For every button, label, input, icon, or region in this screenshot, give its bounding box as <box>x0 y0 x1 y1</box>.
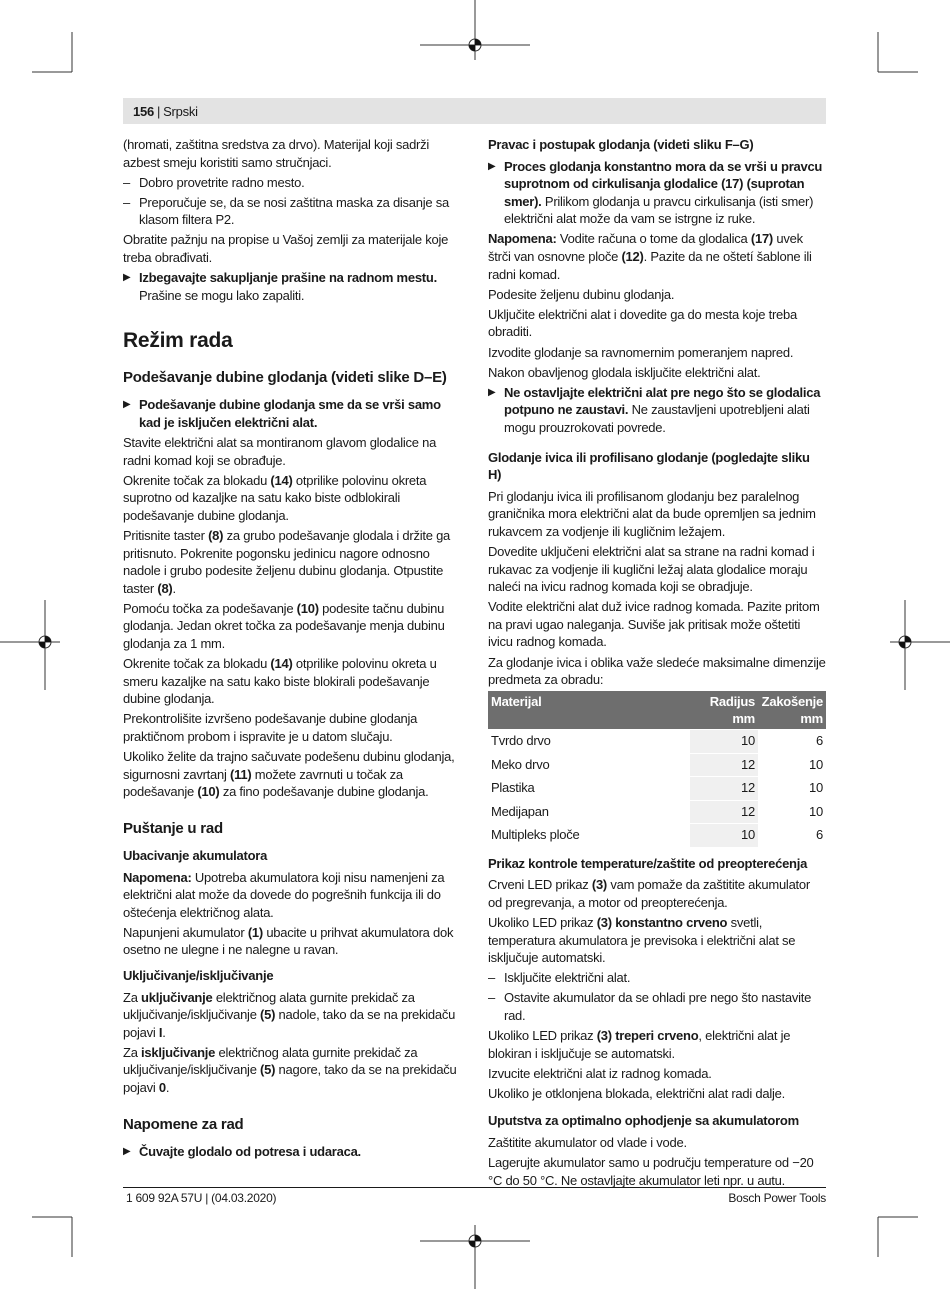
depth-paragraph-6: Prekontrolišite izvršeno podešavanje dubine glodanja praktičnom probom i ispravite je u datom slučaju. <box>123 711 418 745</box>
table-row <box>488 777 826 801</box>
edge-paragraph-1: Pri glodanju ivica ili profilisanom glodanju bez paralelnog graničnika mora električni alat da bude opremljen sa jednim rukavcem za vodjenje ili kugličnim ležajem. <box>488 488 816 539</box>
table-cell-bevel: 10 <box>758 777 826 801</box>
warning-direction-text: Prilikom glodanja u pravcu cirkulisanja (isti smer) električni alat može da vam se istrgne iz ruke. <box>504 193 814 227</box>
page-header <box>133 103 198 121</box>
table-cell-radius: 12 <box>690 753 758 777</box>
intro-paragraph-2: Obratite pažnju na propise u Vašoj zemlji za materijale koje treba obrađivati. <box>123 232 449 266</box>
table-header-row <box>488 691 826 730</box>
table-row <box>488 730 826 754</box>
table-cell-material: Tvrdo drvo <box>488 730 690 754</box>
warning-stop <box>488 384 826 437</box>
table-cell-material: Plastika <box>488 777 690 801</box>
temp-paragraph-1: Crveni LED prikaz (3) vam pomaže da zaštitite akumulator od pregrevanja, a motor od preopterećenja. <box>488 877 810 910</box>
intro-paragraph-1: (hromati, zaštitna sredstva za drvo). Materijal koji sadrži azbest smeju koristiti samo stručnjaci. <box>123 137 430 170</box>
table-header-bevel: Zakošenje mm <box>758 691 826 730</box>
warning-dust-text: Prašine se mogu lako zapaliti. <box>139 287 305 303</box>
switch-on-paragraph: Za uključivanje električnog alata gurnite prekidač za uključivanje/isključivanje (5) nadole, tako da se na prekidaču pojavi I. <box>123 989 456 1040</box>
direction-paragraph-4: Nakon obavljenog glodala isključite električni alat. <box>488 364 761 380</box>
page-number: 156 <box>133 104 154 119</box>
warning-depth-bold: Podešavanje dubine glodanja sme da se vrši samo kad je isključen električni alat. <box>139 397 441 430</box>
warning-protect-bit-bold: Čuvajte glodalo od potresa i udaraca. <box>139 1143 361 1159</box>
switch-off-paragraph: Za isključivanje električnog alata gurnite prekidač za uključivanje/isključivanje (5) nagore, tako da se na prekidaču pojavi 0. <box>123 1044 457 1096</box>
note-router-bit: Napomena: Vodite računa o tome da glodalica (17) uvek štrči van osnovne ploče (12). Pazite da ne oštetí šablone ili radni komad. <box>488 231 812 282</box>
temp-paragraph-4: Izvucite električni alat iz radnog komada. <box>488 1065 712 1081</box>
direction-paragraph-3: Izvodite glodanje sa ravnomernim pomeranjem napred. <box>488 344 794 360</box>
temp-paragraph-5: Ukoliko je otklonjena blokada, električni alat radi dalje. <box>488 1085 785 1101</box>
section-title-operation: Režim rada <box>123 329 233 353</box>
warning-depth <box>123 396 463 431</box>
table-cell-radius: 12 <box>690 800 758 824</box>
heading-edge-routing: Glodanje ivica ili profilisano glodanje (pogledajte sliku H) <box>488 449 810 483</box>
battery-paragraph: Napunjeni akumulator (1) ubacite u prihvat akumulatora dok osetno ne ulegne i ne nalegne u ravan. <box>123 924 454 958</box>
left-column <box>123 136 463 1163</box>
table-cell-material: Medijapan <box>488 800 690 824</box>
table-cell-bevel: 6 <box>758 730 826 754</box>
edge-paragraph-2: Dovedite uključeni električni alat sa strane na radni komad i rukavac za vodjenje ili kuglični ležaj alata glodalice moraju naleći na ivicu radnog komada koji se obradjuje. <box>488 543 815 595</box>
heading-direction: Pravac i postupak glodanja (videti sliku F–G) <box>488 137 754 152</box>
direction-paragraph-1: Podesite željenu dubinu glodanja. <box>488 286 675 302</box>
note-battery: Napomena: Upotreba akumulatora koji nisu namenjeni za električni alat može da dovede do pogrešnih funkcija ili do oštećenja električnog alata. <box>123 869 445 920</box>
warning-protect-bit <box>123 1143 463 1161</box>
edge-paragraph-4: Za glodanje ivica i oblika važe sledeće maksimalne dimenzije predmeta za obradu: <box>488 654 826 688</box>
warning-direction <box>488 158 826 228</box>
depth-paragraph-3: Pritisnite taster (8) za grubo podešavanje glodala i držite ga pritisnuto. Pokrenite pogonsku jedinicu nagore odnosno nadole i grubo podesite željenu dubinu glodanja. Otpustite taster (8). <box>123 528 451 596</box>
heading-temperature: Prikaz kontrole temperature/zaštite od preopterećenja <box>488 855 808 871</box>
heading-insert-battery: Ubacivanje akumulatora <box>123 847 268 863</box>
table-cell-radius: 10 <box>690 824 758 847</box>
depth-paragraph-5: Okrenite točak za blokadu (14) otprilike polovinu okreta u smeru kazaljke na satu kako biste blokirali podešavanje dubine glodanja. <box>123 656 437 707</box>
table-cell-radius: 12 <box>690 777 758 801</box>
care-paragraph-1: Zaštitite akumulator od vlade i vode. <box>488 1135 687 1151</box>
depth-paragraph-4: Pomoću točka za podešavanje (10) podesite tačnu dubinu glodanja. Jedan okret točka za podešavanje menja dubinu glodanja za 1 mm. <box>123 600 445 652</box>
table-cell-material: Multipleks ploče <box>488 824 690 847</box>
heading-battery-care: Uputstva za optimalno ophodjenje sa akumulatorom <box>488 1113 799 1129</box>
footer-doc-id: 1 609 92A 57U | (04.03.2020) <box>126 1191 277 1205</box>
right-column <box>488 136 826 1192</box>
table-header-radius: Radijus mm <box>690 691 758 730</box>
warning-direction-bold: Proces glodanja konstantno mora da se vrši u pravcu suprotnom od cirkulisanja glodalice (17) (suprotan smer). <box>504 158 823 209</box>
depth-paragraph-2: Okrenite točak za blokadu (14) otprilike polovinu okreta suprotno od kazaljke na satu kako biste odblokirali podešavanje dubine glodanja. <box>123 472 427 523</box>
care-paragraph-2: Lagerujte akumulator samo u području temperature od −20 °C do 50 °C. Ne ostavljajte akumulator leti npr. u autu. <box>488 1155 814 1188</box>
header-language: Srpski <box>163 104 198 119</box>
table-row <box>488 800 826 824</box>
max-dimensions-table <box>488 691 826 847</box>
edge-paragraph-3: Vodite električni alat duž ivice radnog komada. Pazite pritom na pravi ugao naleganja. Suviše jak pritisak može oštetiti ivicu radnog komada. <box>488 599 820 650</box>
dash-item-ventilate: – Dobro provetrite radno mesto. <box>123 174 463 192</box>
warning-stop-bold: Ne ostavljajte električni alat pre nego što se glodalica potpuno ne zaustavi. <box>504 384 821 418</box>
table-cell-bevel: 10 <box>758 800 826 824</box>
table-row <box>488 824 826 847</box>
dash-item-switch-off: – Isključite električni alat. <box>488 969 826 987</box>
warning-stop-text: Ne zaustavljeni upotrebljeni alati mogu prouzrokovati povrede. <box>504 402 810 435</box>
footer-brand: Bosch Power Tools <box>728 1191 826 1205</box>
table-cell-material: Meko drvo <box>488 753 690 777</box>
table-row <box>488 753 826 777</box>
warning-dust-bold: Izbegavajte sakupljanje prašine na radnom mestu. <box>139 270 437 286</box>
footer-rule <box>123 1187 826 1188</box>
heading-depth-setting: Podešavanje dubine glodanja (videti slike D–E) <box>123 369 447 387</box>
depth-paragraph-7: Ukoliko želite da trajno sačuvate podešenu dubinu glodanja, sigurnosni zavrtanj (11) možete zavrnuti u točak za podešavanje (10) za fino podešavanje dubine glodanja. <box>123 749 455 800</box>
dash-item-mask: – Preporučuje se, da se nosi zaštitna maska za disanje sa klasom filtera P2. <box>123 194 463 229</box>
dash-item-cool-down: – Ostavite akumulator da se ohladi pre nego što nastavite rad. <box>488 989 826 1024</box>
table-cell-radius: 10 <box>690 730 758 754</box>
header-bar <box>123 98 826 124</box>
heading-start-up: Puštanje u rad <box>123 819 223 837</box>
temp-paragraph-2: Ukoliko LED prikaz (3) konstantno crveno svetli, temperatura akumulatora je previsoka i električni alat se isključuje automatski. <box>488 915 796 966</box>
heading-on-off: Uključivanje/isključivanje <box>123 967 274 983</box>
warning-dust <box>123 269 463 304</box>
heading-working-notes: Napomene za rad <box>123 1115 244 1133</box>
table-cell-bevel: 6 <box>758 824 826 847</box>
table-cell-bevel: 10 <box>758 753 826 777</box>
direction-paragraph-2: Uključite električni alat i dovedite ga do mesta koje treba obraditi. <box>488 306 797 340</box>
table-header-material: Materijal <box>488 691 690 730</box>
header-separator: | <box>156 104 161 119</box>
temp-paragraph-3: Ukoliko LED prikaz (3) treperi crveno, električni alat je blokiran i isključuje se automatski. <box>488 1028 791 1061</box>
depth-paragraph-1: Stavite električni alat sa montiranom glavom glodalice na radni komad koji se obrađuje. <box>123 435 437 468</box>
